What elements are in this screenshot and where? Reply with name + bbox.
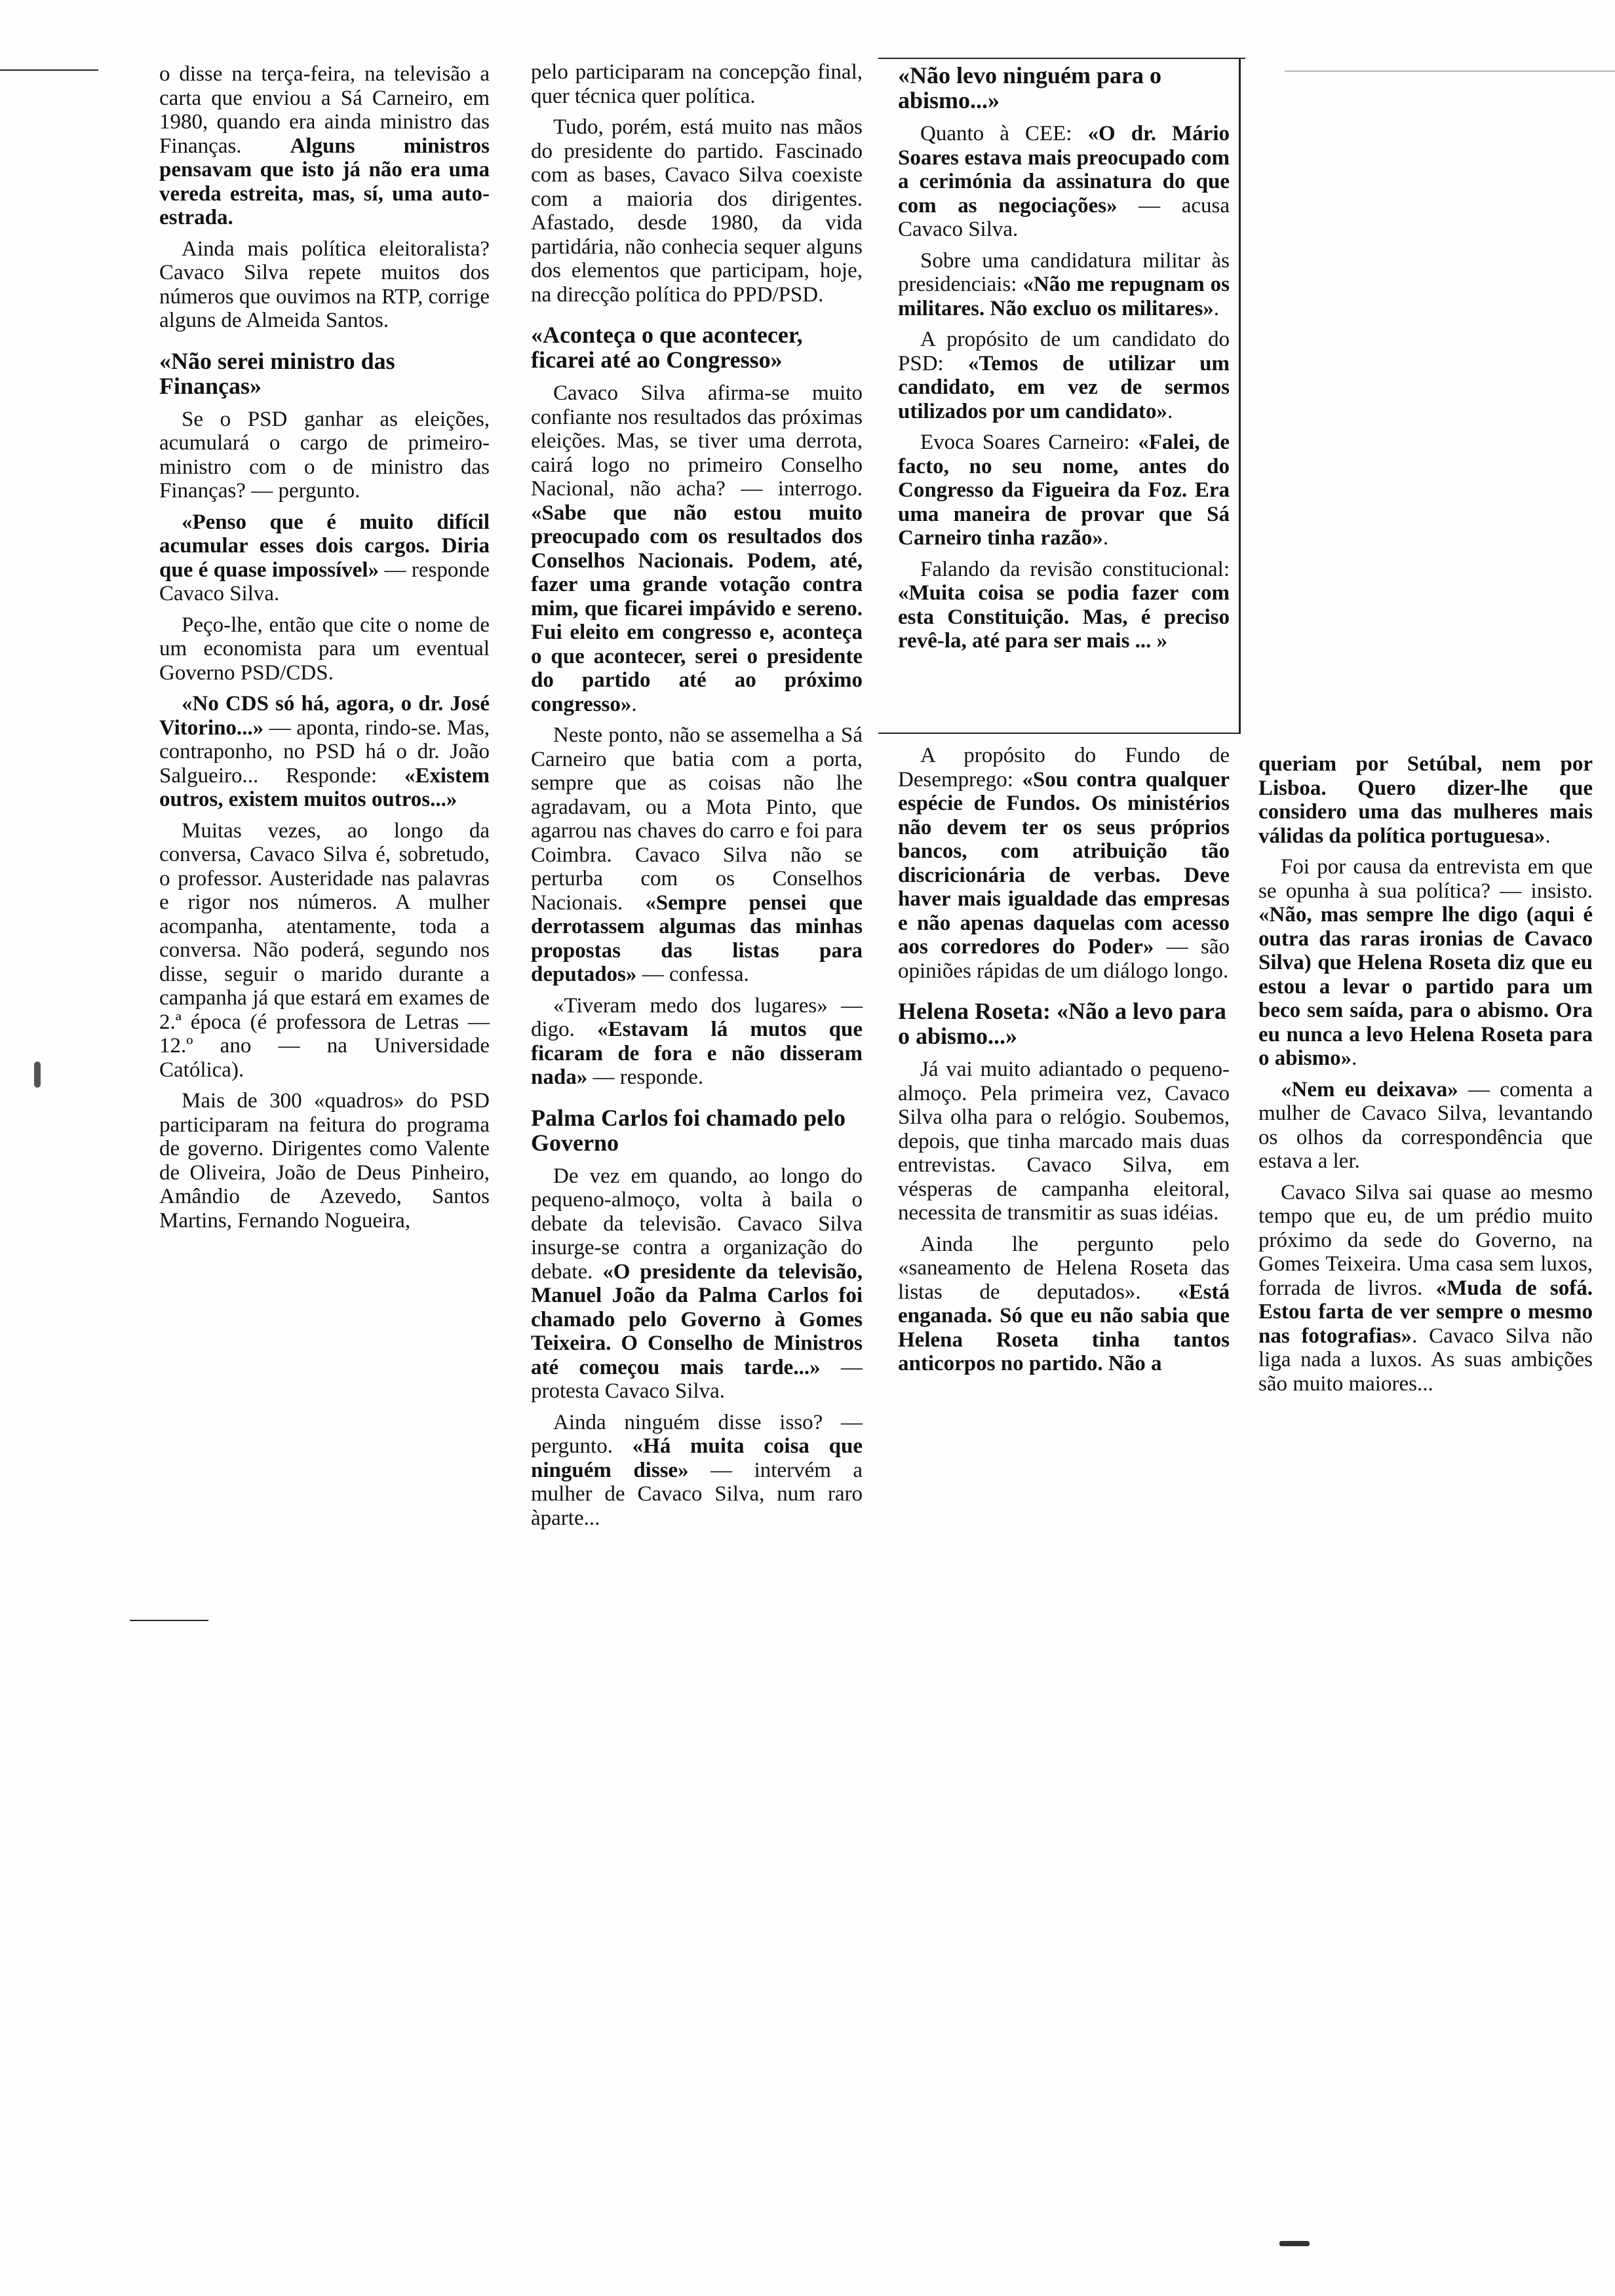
col1-quote: «Penso que é muito difícil acumular esses dois cargos. Diria que é quase impossível»	[159, 510, 490, 582]
col2-paragraph	[531, 723, 863, 987]
col4-text: Cavaco Silva sai quase ao mesmo tempo que eu, de um prédio muito próximo da sede do Governo, na Gomes Teixeira. Uma casa sem luxos, forrada de livros.	[1258, 1180, 1593, 1300]
col3-quote: «Não me repugnam os militares. Não excluo os militares»	[898, 273, 1230, 320]
col3-text: Quanto à CEE:	[920, 122, 1088, 145]
col1-quote: «Existem outros, existem muitos outros...»	[159, 763, 490, 811]
col1-paragraph	[159, 62, 490, 230]
bottom-right-mark	[1279, 2241, 1310, 2246]
col3-text: Ainda lhe pergunto pelo «saneamento de Helena Roseta das listas de deputados».	[898, 1232, 1230, 1304]
col2-paragraph	[531, 994, 863, 1090]
col3-quote: «Falei, de facto, no seu nome, antes do Congresso da Figueira da Foz. Era uma maneira de provar que Sá Carneiro tinha razão»	[898, 430, 1230, 550]
col4-paragraph	[1258, 1078, 1593, 1174]
col3-paragraph	[898, 558, 1230, 653]
column-3-continued	[898, 744, 1230, 1383]
top-left-rule	[0, 69, 98, 71]
col2-paragraph	[531, 1164, 863, 1404]
col3-paragraph	[898, 122, 1230, 242]
col1-text: — responde Cavaco Silva.	[159, 558, 490, 605]
col4-text: .	[1352, 1046, 1357, 1070]
col3-text: A propósito de um candidato do PSD:	[898, 328, 1230, 375]
column-3	[898, 63, 1230, 660]
col1-paragraph: Mais de 300 «quadros» do PSD participaram na feitura do programa de governo. Dirigentes como Valente de Oliveira, João de Deus Pinheiro, Amândio de Azevedo, Santos Martins, Fernando Nogueira,	[159, 1089, 490, 1233]
col3-paragraph	[898, 1233, 1230, 1376]
col1-paragraph: Muitas vezes, ao longo da conversa, Cavaco Silva é, sobretudo, o professor. Austeridade nas palavras e rigor nos números. A mulher acompanha, atentamente, toda a conversa. Não poderá, segundo nos disse, seguir o marido durante a campanha já que estará em exames de 2.ª época (é professora de Letras — 12.º ano — na Universidade Católica).	[159, 818, 490, 1082]
col1-bottom-rule	[130, 1620, 208, 1621]
col1-paragraph	[159, 692, 490, 812]
col4-paragraph	[1258, 855, 1593, 1071]
left-margin-mark	[34, 1062, 41, 1088]
col2-quote: «O presidente da televisão, Manuel João da Palma Carlos foi chamado pelo Governo à Gomes Teixeira. O Conselho de Ministros até começou mais tarde...»	[531, 1259, 863, 1379]
col3-quote: «O dr. Mário Soares estava mais preocupado com a cerimónia da assinatura do que com as negociações»	[898, 122, 1230, 218]
col2-text: — responde.	[587, 1065, 704, 1089]
col1-paragraph: Se o PSD ganhar as eleições, acumulará o cargo de primeiro-ministro com o de ministro das Finanças? — pergunto.	[159, 407, 490, 503]
col1-text: — aponta, rindo-se. Mas, contraponho, no PSD há o dr. João Salgueiro... Responde:	[159, 716, 490, 788]
col1-paragraph	[159, 510, 490, 606]
col3-paragraph	[898, 430, 1230, 550]
col3-quote: «Temos de utilizar um candidato, em vez de sermos utilizados por um candidato»	[898, 351, 1230, 423]
col1-text: o disse na terça-feira, na televisão a carta que enviou a Sá Carneiro, em 1980, quando era ainda ministro das Finanças.	[159, 62, 490, 158]
col4-quote: «Nem eu deixava»	[1281, 1077, 1458, 1101]
col2-heading: «Aconteça o que acontecer, ficarei até ao Congresso»	[531, 322, 803, 373]
col3-paragraph: Já vai muito adiantado o pequeno-almoço. Pela primeira vez, Cavaco Silva olha para o relógio. Soubemos, depois, que tinha marcado mais duas entrevistas. Cavaco Silva, em vésperas de campanha eleitoral, necessita de transmitir as suas idéias.	[898, 1058, 1230, 1225]
col2-text: .	[631, 692, 637, 716]
col2-text: — protesta Cavaco Silva.	[531, 1355, 863, 1403]
col2-paragraph	[531, 1411, 863, 1531]
col3-text: .	[1102, 526, 1109, 550]
col3-quote: «Muita coisa se podia fazer com esta Constituição. Mas, é preciso revê-la, até para ser mais ... »	[898, 581, 1230, 653]
col1-paragraph: Peço-lhe, então que cite o nome de um economista para um eventual Governo PSD/CDS.	[159, 613, 490, 685]
col1-quote: Alguns ministros pensavam que isto já não era uma vereda estreita, mas, sí, uma auto-estrada.	[159, 134, 490, 229]
column-1	[159, 62, 490, 1240]
col4-text: .	[1545, 824, 1551, 848]
col2-quote: «Estavam lá mutos que ficaram de fora e não disseram nada»	[531, 1018, 863, 1089]
col4-paragraph	[1258, 1181, 1593, 1396]
col3-paragraph	[898, 744, 1230, 983]
col2-paragraph	[531, 381, 863, 716]
col2-text: «Tiveram medo dos lugares» — digo.	[531, 993, 863, 1041]
col4-paragraph	[1258, 752, 1593, 848]
col4-quote: queriam por Setúbal, nem por Lisboa. Quero dizer-lhe que considero uma das mulheres mais válidas da política portuguesa»	[1258, 752, 1593, 848]
col1-quote: «No CDS só há, agora, o dr. José Vitorino...»	[159, 692, 490, 740]
col4-text: — comenta a mulher de Cavaco Silva, levantando os olhos da correspondência que estava a ler.	[1258, 1077, 1593, 1173]
col3-text: .	[1213, 296, 1220, 320]
col4-quote: «Não, mas sempre lhe digo (aqui é outra das raras ironias de Cavaco Silva) que Helena Roseta diz que eu estou a levar o partido para um beco sem saída, para o abismo. Ora eu nunca a levo Helena Roseta para o abismo»	[1258, 903, 1593, 1070]
col3-quote: «Sou contra qualquer espécie de Fundos. Os ministérios não devem ter os seus próprios bancos, com atribuição tão discricionária de verbas. Deve haver mais igualdade das empresas e não apenas daquelas com acesso aos corredores do Poder»	[898, 767, 1230, 959]
col2-text: De vez em quando, ao longo do pequeno-almoço, volta à baila o debate da televisão. Cavaco Silva insurge-se contra a organização do debate.	[531, 1164, 863, 1284]
col3-box-top-rule	[878, 58, 1245, 59]
col4-text: Foi por causa da entrevista em que se opunha à sua política? — insisto.	[1258, 855, 1593, 903]
col2-quote: «Sabe que não estou muito preocupado com os resultados dos Conselhos Nacionais. Podem, até, fazer uma grande votação contra mim, que ficarei impávido e sereno. Fui eleito em congresso e, aconteça o que acontecer, serei o presidente do partido até ao próximo congresso»	[531, 501, 863, 716]
col1-heading: «Não serei ministro das Finanças»	[159, 347, 395, 399]
col3-box-right-rule	[1239, 59, 1241, 734]
col2-quote: «Sempre pensei que derrotassem algumas das minhas propostas das listas para deputados»	[531, 890, 863, 986]
col3-paragraph	[898, 249, 1230, 321]
col3-text: A propósito do Fundo de Desemprego:	[898, 744, 1230, 792]
col4-quote: «Muda de sofá. Estou farta de ver sempre o mesmo nas fotografias»	[1258, 1276, 1593, 1348]
col3-paragraph	[898, 328, 1230, 423]
col2-text: Ainda ninguém disse isso? — pergunto.	[531, 1410, 863, 1458]
col3-quote: «Está enganada. Só que eu não sabia que Helena Roseta tinha tantos anticorpos no partido. Não a	[898, 1280, 1230, 1375]
col3-text: Evoca Soares Carneiro:	[920, 430, 1138, 454]
column-2	[531, 60, 863, 1537]
col3-heading: Helena Roseta: «Não a levo para o abismo...»	[898, 998, 1226, 1049]
col2-text: — intervém a mulher de Cavaco Silva, num raro àparte...	[531, 1458, 863, 1530]
col3-text: .	[1167, 399, 1173, 423]
col3-text: — são opiniões rápidas de um diálogo longo.	[898, 935, 1230, 983]
col3-text: Falando da revisão constitucional:	[920, 557, 1230, 581]
column-4	[1258, 752, 1593, 1403]
col4-text: . Cavaco Silva não liga nada a luxos. As suas ambições são muito maiores...	[1258, 1324, 1593, 1396]
col3-box-bottom-rule	[878, 733, 1240, 734]
col2-paragraph: pelo participaram na concepção final, quer técnica quer política.	[531, 60, 863, 108]
col2-text: — confessa.	[636, 963, 749, 986]
col1-paragraph: Ainda mais política eleitoralista? Cavaco Silva repete muitos dos números que ouvimos na RTP, corrige alguns de Almeida Santos.	[159, 237, 490, 332]
col3-text: — acusa Cavaco Silva.	[898, 193, 1230, 241]
col2-heading: Palma Carlos foi chamado pelo Governo	[531, 1104, 846, 1156]
col3-text: Sobre uma candidatura militar às presidenciais:	[898, 248, 1230, 296]
col3-heading: «Não levo ninguém para o abismo...»	[898, 62, 1162, 113]
col2-quote: «Há muita coisa que ninguém disse»	[531, 1434, 863, 1482]
col2-text: Neste ponto, não se assemelha a Sá Carneiro que batia com a porta, sempre que as coisas não lhe agradavam, ou a Mota Pinto, que agarrou nas chaves do carro e foi para Coimbra. Cavaco Silva não se perturba com os Conselhos Nacionais.	[531, 723, 863, 915]
col2-paragraph: Tudo, porém, está muito nas mãos do presidente do partido. Fascinado com as bases, Cavaco Silva coexiste com a maioria dos dirigentes. Afastado, desde 1980, da vida partidária, não conhecia sequer alguns dos elementos que participam, hoje, na direcção política do PPD/PSD.	[531, 115, 863, 307]
col2-text: Cavaco Silva afirma-se muito confiante nos resultados das próximas eleições. Mas, se tiver uma derrota, cairá logo no primeiro Conselho Nacional, não acha? — interrogo.	[531, 381, 863, 501]
